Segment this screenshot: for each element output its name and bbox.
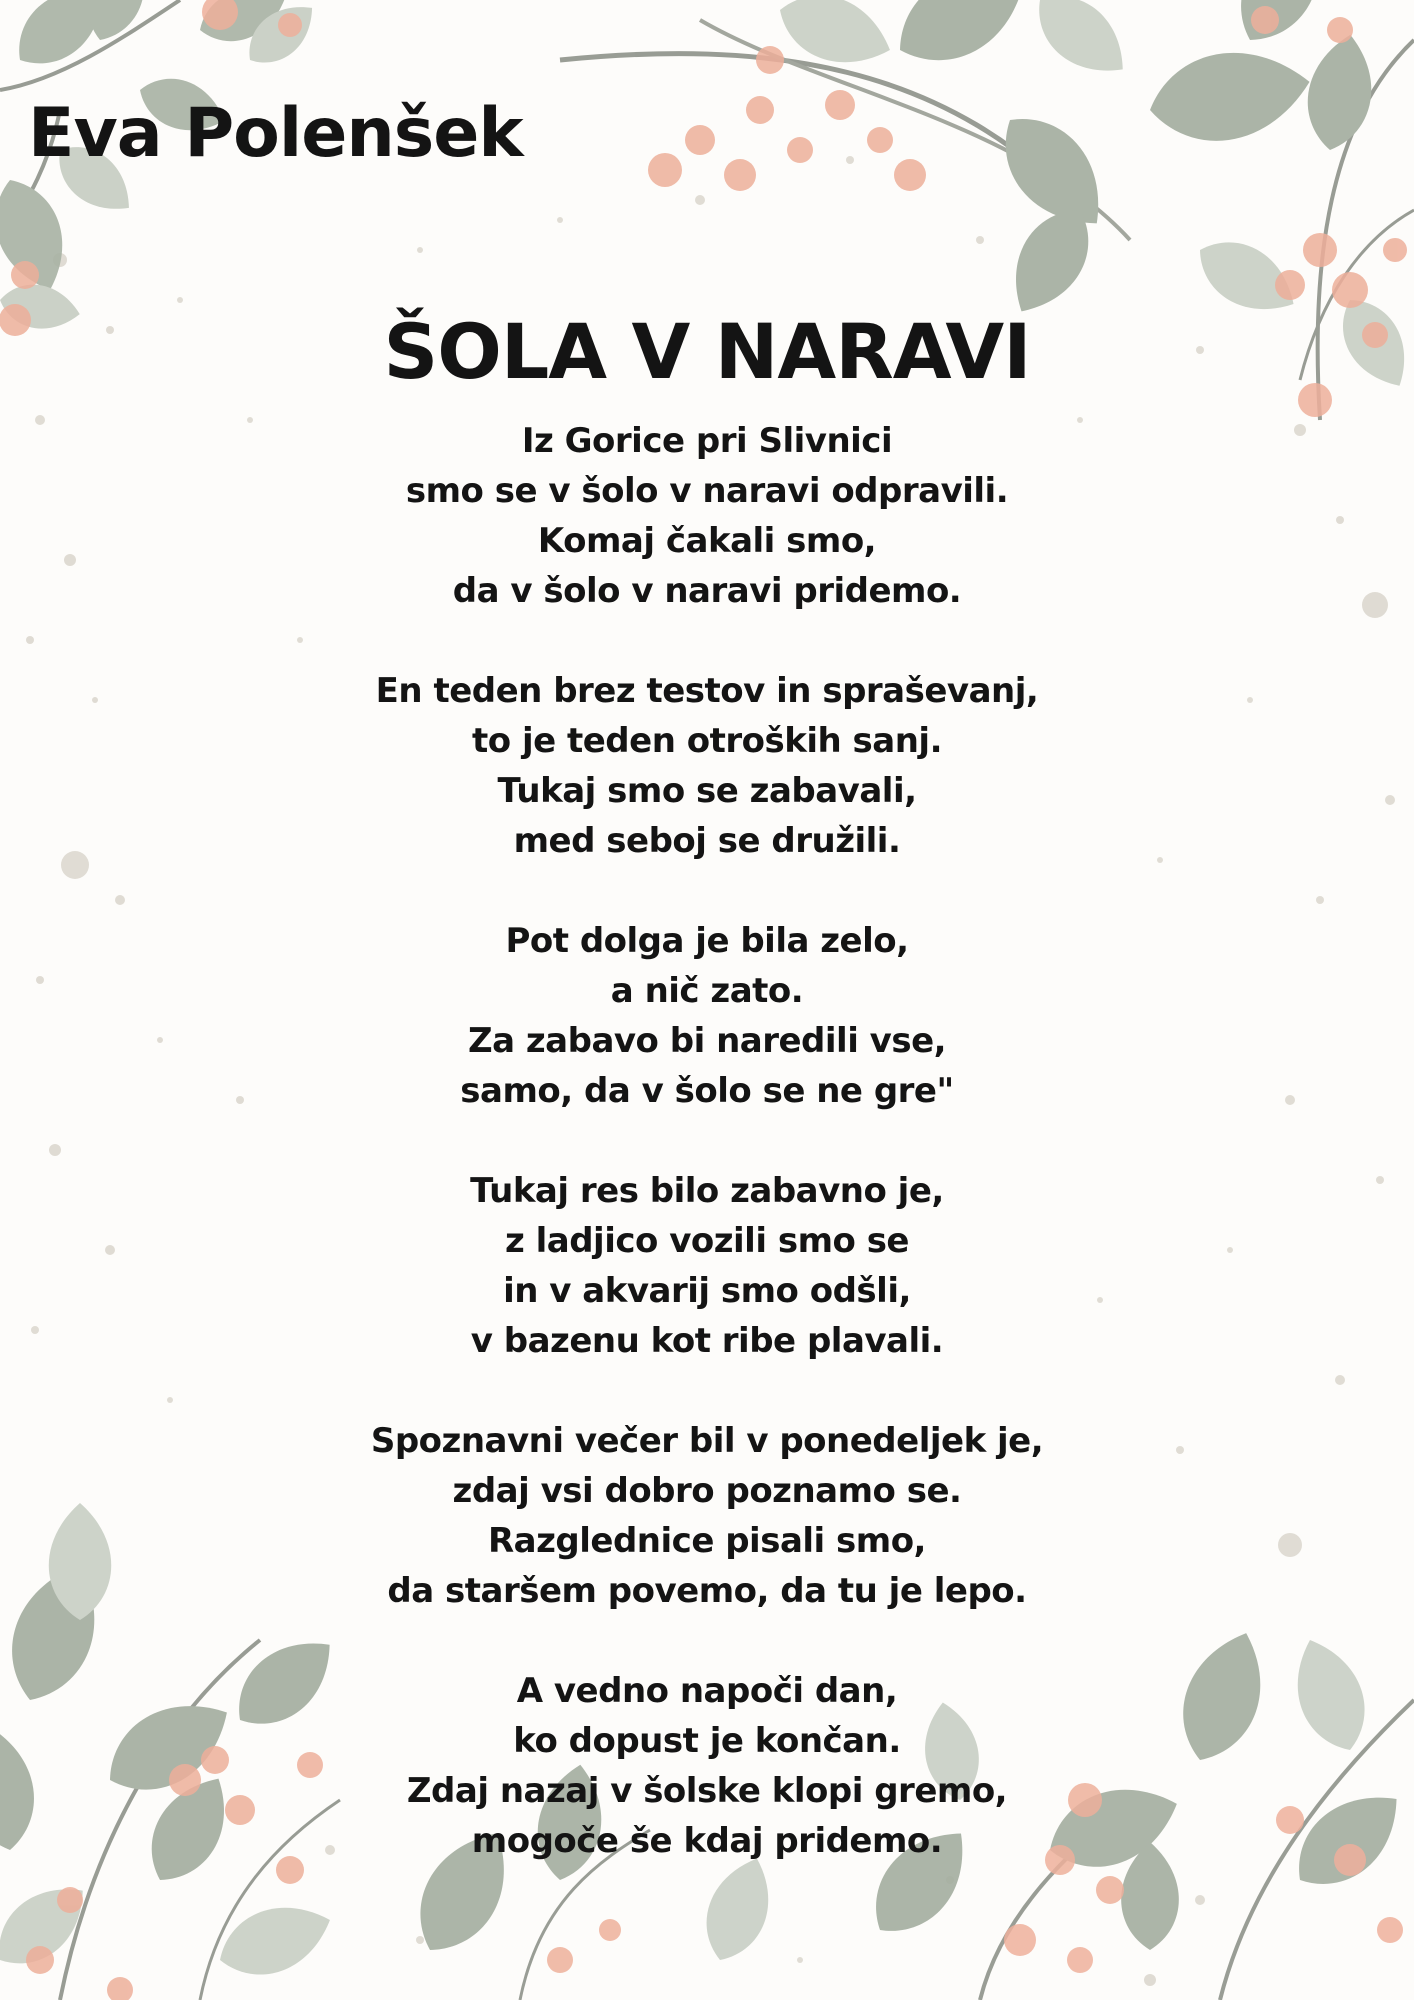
poem-line: A vedno napoči dan, <box>516 1671 898 1711</box>
poem-line: Zdaj nazaj v šolske klopi gremo, <box>406 1771 1008 1811</box>
poem-line: to je teden otroških sanj. <box>472 721 942 761</box>
poem-line: Spoznavni večer bil v ponedeljek je, <box>370 1421 1044 1461</box>
stanza <box>0 666 1414 866</box>
poem-line: ko dopust je končan. <box>513 1721 901 1761</box>
author-name: Eva Polenšek <box>28 94 523 173</box>
poem-line: a nič zato. <box>610 971 804 1011</box>
poem-line: Tukaj smo se zabavali, <box>497 771 917 811</box>
poem-line: da v šolo v naravi pridemo. <box>452 571 962 611</box>
poem-line: Pot dolga je bila zelo, <box>505 921 909 961</box>
poem-title: ŠOLA V NARAVI <box>383 307 1031 396</box>
poem-line: Razglednice pisali smo, <box>488 1521 926 1561</box>
poem-line: med seboj se družili. <box>513 821 901 861</box>
poem-line: samo, da v šolo se ne gre" <box>460 1071 954 1111</box>
poem-line: z ladjico vozili smo se <box>505 1221 909 1261</box>
poem-line: da staršem povemo, da tu je lepo. <box>387 1571 1027 1611</box>
stanza <box>0 416 1414 616</box>
poem-line: in v akvarij smo odšli, <box>503 1271 911 1311</box>
poem-line: Iz Gorice pri Slivnici <box>521 421 893 461</box>
poem-line: mogoče še kdaj pridemo. <box>471 1821 943 1861</box>
poem-line: Komaj čakali smo, <box>537 521 877 561</box>
poem-line: smo se v šolo v naravi odpravili. <box>405 471 1009 511</box>
poem-line: Za zabavo bi naredili vse, <box>467 1021 947 1061</box>
poem-body <box>0 416 1414 1916</box>
poem-line: v bazenu kot ribe plavali. <box>470 1321 944 1361</box>
poem-line: Tukaj res bilo zabavno je, <box>470 1171 944 1211</box>
stanza <box>0 1416 1414 1616</box>
stanza <box>0 916 1414 1116</box>
stanza <box>0 1666 1414 1866</box>
poem-line: En teden brez testov in spraševanj, <box>375 671 1039 711</box>
poem-line: zdaj vsi dobro poznamo se. <box>452 1471 962 1511</box>
stanza <box>0 1166 1414 1366</box>
